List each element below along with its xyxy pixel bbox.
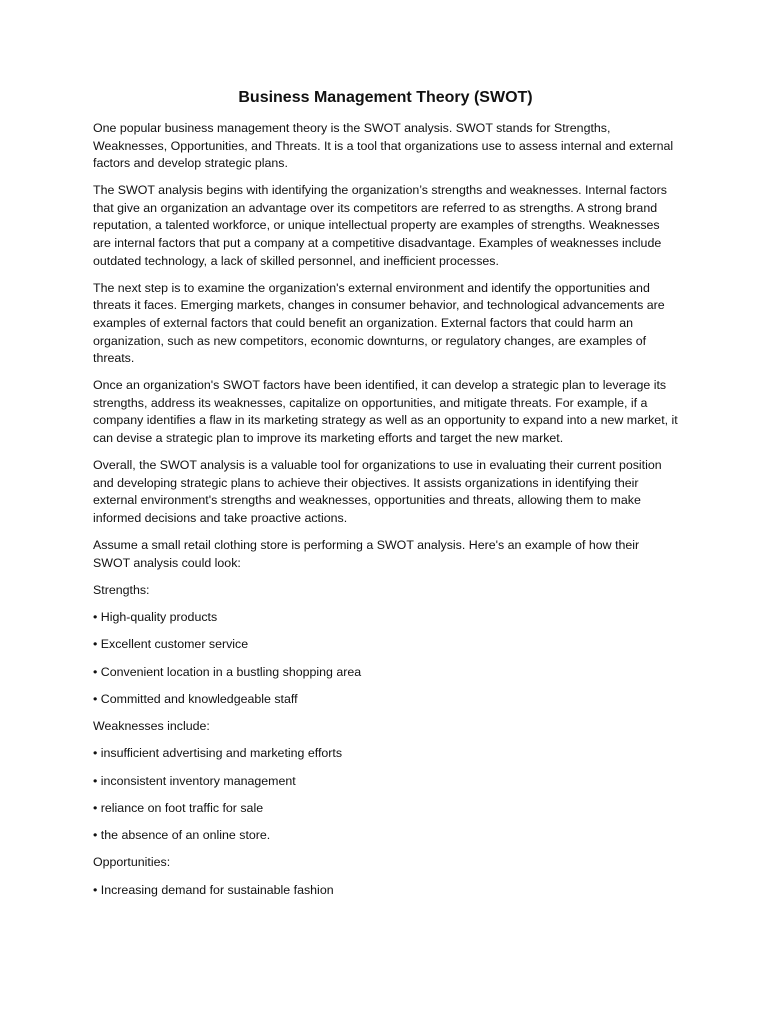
list-item: • insufficient advertising and marketing efforts <box>93 746 343 761</box>
list-item: • Committed and knowledgeable staff <box>93 691 298 706</box>
list-item: • inconsistent inventory management <box>93 773 296 788</box>
paragraph-example-intro: Assume a small retail clothing store is performing a SWOT analysis. Here's an example of how their SWOT analysis could look: <box>93 537 640 570</box>
list-item: • High-quality products <box>93 609 218 624</box>
paragraph-opportunities-threats: The next step is to examine the organization's external environment and identify the opportunities and threats it faces. Emerging markets, changes in consumer behavior, and technological advancements are examples of external factors that could benefit an organization. External factors that could harm an organization, such as new competitors, economic downturns, or regulatory changes, are examples of threats. <box>93 280 665 366</box>
paragraph-strengths-weaknesses: The SWOT analysis begins with identifying the organization’s strengths and weaknesses. Internal factors that give an organization an advantage over its competitors are referred to as strengths. A strong brand reputation, a talented workforce, or unique intellectual property are examples of strengths. Weaknesses are internal factors that put a company at a competitive disadvantage. Examples of weaknesses include outdated technology, a lack of skilled personnel, and inefficient processes. <box>93 183 667 268</box>
strengths-heading: Strengths: <box>93 582 150 597</box>
paragraph-strategic-plan: Once an organization's SWOT factors have been identified, it can develop a strategic plan to leverage its strengths, address its weaknesses, capitalize on opportunities, and mitigate threats. For example, if a company identifies a flaw in its marketing strategy as well as an opportunity to expand into a new market, it can devise a strategic plan to improve its marketing efforts and target the new market. <box>93 378 678 445</box>
paragraph-overall: Overall, the SWOT analysis is a valuable tool for organizations to use in evaluating their current position and developing strategic plans to achieve their objectives. It assists organizations in identifying their external environment's strengths and weaknesses, opportunities and threats, allowing them to make informed decisions and take proactive actions. <box>93 458 662 525</box>
list-item: • Convenient location in a bustling shopping area <box>93 664 362 679</box>
list-item: • Excellent customer service <box>93 637 249 652</box>
document-title: Business Management Theory (SWOT) <box>238 89 533 106</box>
document-page <box>93 88 678 909</box>
list-item: • the absence of an online store. <box>93 828 271 843</box>
paragraph-intro: One popular business management theory is the SWOT analysis. SWOT stands for Strengths, Weaknesses, Opportunities, and Threats. It is a tool that organizations use to assess internal and external factors and develop strategic plans. <box>93 121 674 171</box>
list-item: • Increasing demand for sustainable fashion <box>93 882 334 897</box>
weaknesses-heading: Weaknesses include: <box>93 719 210 734</box>
list-item: • reliance on foot traffic for sale <box>93 800 264 815</box>
opportunities-heading: Opportunities: <box>93 855 171 870</box>
